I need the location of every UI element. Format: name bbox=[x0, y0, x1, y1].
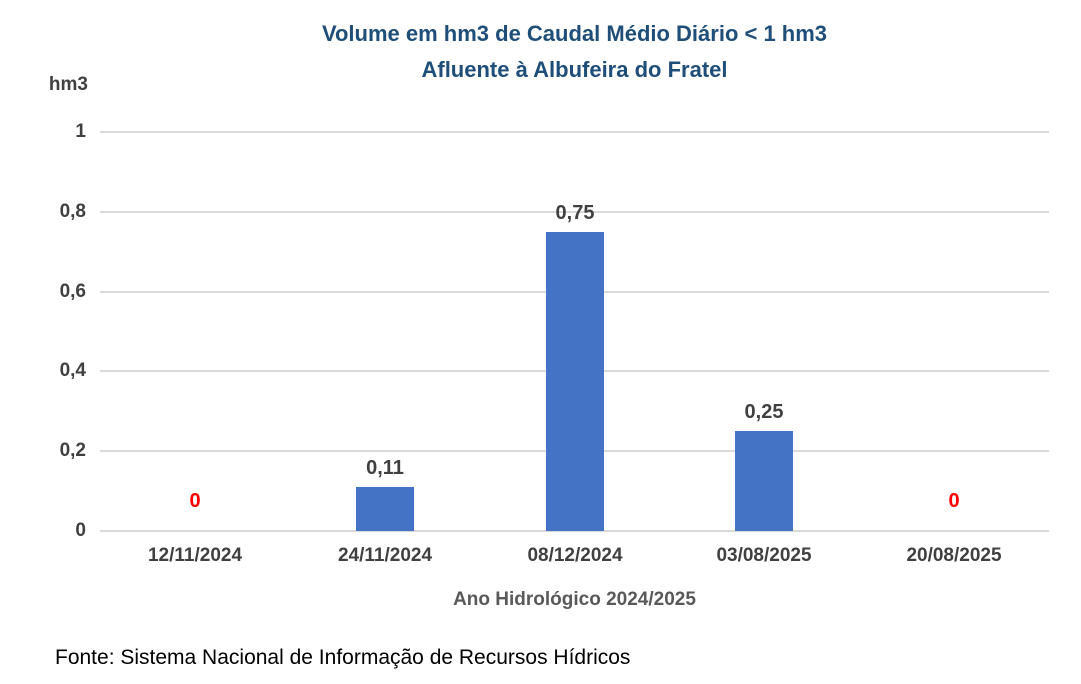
y-axis-unit-label: hm3 bbox=[48, 74, 88, 95]
bar-value-label: 0,25 bbox=[744, 401, 784, 423]
x-tick-label: 12/11/2024 bbox=[147, 545, 243, 566]
plot-area bbox=[100, 132, 1049, 531]
bar-value-label: 0 bbox=[948, 490, 960, 512]
bar-03/08/2025 bbox=[735, 431, 793, 531]
source-note: Fonte: Sistema Nacional de Informação de Recursos Hídricos bbox=[55, 646, 631, 669]
x-tick-label: 08/12/2024 bbox=[527, 545, 623, 566]
x-axis-title: Ano Hidrológico 2024/2025 bbox=[453, 589, 696, 610]
x-tick-label: 20/08/2025 bbox=[906, 545, 1002, 566]
y-axis-tick-labels bbox=[0, 121, 86, 541]
y-tick-label: 0,6 bbox=[59, 280, 86, 302]
y-tick-label: 0 bbox=[75, 520, 86, 541]
bar-24/11/2024 bbox=[356, 487, 414, 531]
bar-value-label: 0 bbox=[189, 490, 201, 512]
x-axis-tick-labels bbox=[100, 543, 1049, 571]
bar-value-label: 0,75 bbox=[555, 202, 595, 224]
chart-title-line2: Afluente à Albufeira do Fratel bbox=[421, 57, 728, 82]
bar-value-label: 0,11 bbox=[366, 457, 404, 479]
bar-08/12/2024 bbox=[546, 232, 604, 531]
gridline bbox=[100, 131, 1049, 133]
y-tick-label: 0,2 bbox=[59, 440, 86, 462]
x-tick-label: 24/11/2024 bbox=[337, 545, 433, 566]
x-tick-label: 03/08/2025 bbox=[716, 545, 812, 566]
chart-title bbox=[100, 16, 1049, 88]
y-tick-label: 1 bbox=[75, 121, 86, 142]
chart-title-line1: Volume em hm3 de Caudal Médio Diário < 1 hm3 bbox=[321, 21, 828, 46]
y-tick-label: 0,8 bbox=[59, 200, 86, 222]
y-tick-label: 0,4 bbox=[59, 360, 86, 382]
